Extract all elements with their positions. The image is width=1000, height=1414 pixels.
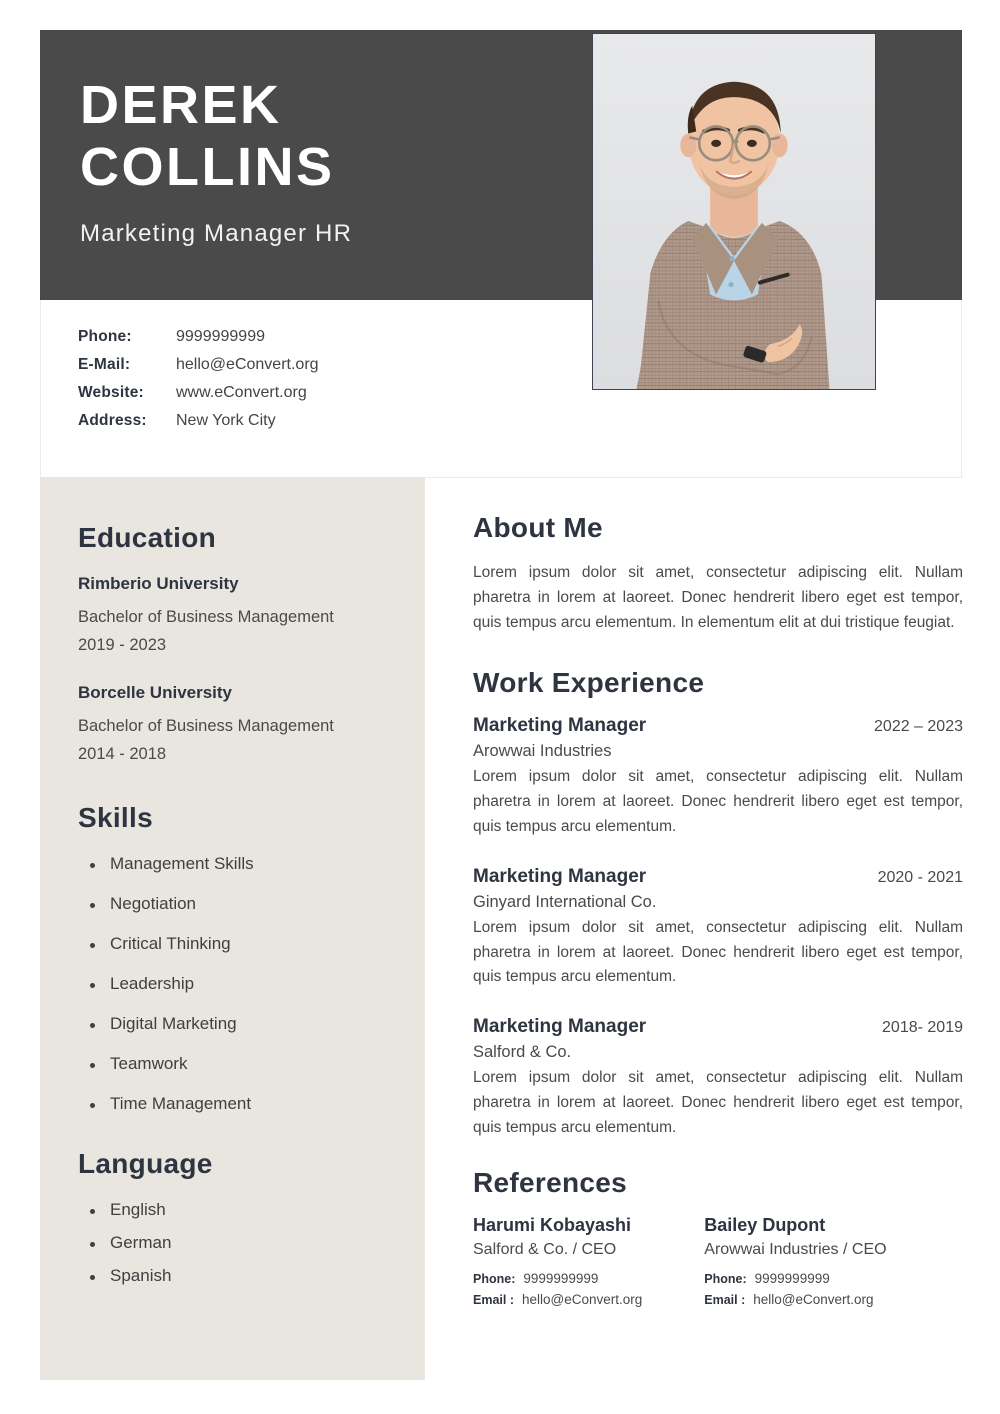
contact-row-address [78, 412, 319, 430]
list-item: Leadership [78, 974, 397, 994]
reference-phone-label: Phone: [473, 1271, 516, 1286]
list-item: Time Management [78, 1094, 397, 1114]
about-section [473, 512, 963, 635]
skills-heading: Skills [78, 802, 153, 834]
job-description: Lorem ipsum dolor sit amet, consectetur adipiscing elit. Nullam pharetra in lorem at laoreet. Donec hendrerit libero eget est tempor, quis tempus arcu elementum. [473, 1069, 963, 1136]
education-degree: Bachelor of Business Management [78, 608, 334, 626]
job-entry [473, 866, 963, 990]
last-name: COLLINS [80, 137, 335, 198]
contact-value-phone: 9999999999 [176, 328, 265, 345]
skills-section [78, 802, 397, 1114]
reference-email-value: hello@eConvert.org [522, 1291, 643, 1307]
contact-row-phone [78, 328, 319, 346]
job-role: Marketing Manager [473, 865, 647, 887]
job-company: Salford & Co. [473, 1043, 572, 1062]
list-item: Spanish [78, 1266, 397, 1286]
reference-phone-label: Phone: [704, 1271, 747, 1286]
contact-label-address: Address: [78, 412, 147, 429]
job-title: Marketing Manager HR [80, 220, 353, 248]
first-name: DEREK [80, 75, 282, 135]
education-section [78, 522, 397, 768]
reference-card [704, 1215, 886, 1313]
education-item [78, 574, 397, 659]
contact-row-website [78, 384, 319, 402]
job-entry [473, 1016, 963, 1140]
contact-value-email: hello@eConvert.org [176, 356, 319, 373]
job-dates: 2022 – 2023 [874, 718, 963, 736]
reference-phone-row [704, 1271, 886, 1286]
education-item [78, 683, 397, 768]
list-item: Critical Thinking [78, 934, 397, 954]
reference-phone-value: 9999999999 [754, 1270, 830, 1286]
job-company: Ginyard International Co. [473, 892, 657, 911]
job-entry [473, 715, 963, 839]
list-item: Digital Marketing [78, 1014, 397, 1034]
profile-photo [592, 33, 876, 390]
contact-row-email [78, 356, 319, 374]
job-header [473, 866, 963, 888]
reference-email-row [704, 1292, 886, 1307]
education-degree: Bachelor of Business Management [78, 717, 334, 736]
job-role: Marketing Manager [473, 715, 647, 737]
reference-email-row [473, 1292, 642, 1307]
job-dates: 2018- 2019 [882, 1019, 963, 1037]
about-text: Lorem ipsum dolor sit amet, consectetur adipiscing elit. Nullam pharetra in lorem at laoreet. Donec hendrerit libero eget est tempor, quis tempus arcu elementum. In elementum elit at dui tristique feugiat. [473, 564, 963, 632]
job-description: Lorem ipsum dolor sit amet, consectetur adipiscing elit. Nullam pharetra in lorem at laoreet. Donec hendrerit libero eget est tempor, quis tempus arcu elementum. [473, 768, 963, 835]
job-header [473, 1016, 963, 1038]
references-heading: References [473, 1166, 627, 1198]
reference-company: Salford & Co. / CEO [473, 1240, 617, 1258]
reference-email-label: Email : [473, 1292, 514, 1307]
reference-name: Harumi Kobayashi [473, 1214, 632, 1235]
education-school: Rimberio University [78, 574, 239, 593]
language-section [78, 1148, 397, 1286]
contact-label-phone: Phone: [78, 328, 132, 345]
work-experience-heading: Work Experience [473, 667, 705, 699]
job-header [473, 715, 963, 737]
reference-company: Arowwai Industries / CEO [704, 1240, 887, 1258]
contact-label-website: Website: [78, 384, 144, 401]
header-name-block [80, 74, 560, 248]
education-years: 2019 - 2023 [78, 636, 167, 655]
about-heading: About Me [473, 512, 603, 543]
language-list [78, 1200, 397, 1286]
reference-email-value: hello@eConvert.org [753, 1291, 874, 1307]
skills-list [78, 854, 397, 1114]
list-item: Management Skills [78, 854, 397, 874]
education-school: Borcelle University [78, 683, 233, 703]
sidebar [40, 477, 425, 1380]
job-dates: 2020 - 2021 [877, 868, 963, 886]
list-item: German [78, 1233, 397, 1253]
list-item: Negotiation [78, 894, 397, 914]
reference-email-label: Email : [704, 1292, 746, 1307]
portrait-illustration [593, 34, 875, 389]
references-section [473, 1167, 963, 1313]
job-role: Marketing Manager [473, 1016, 647, 1038]
contact-details [78, 328, 319, 440]
job-company: Arowwai Industries [473, 742, 612, 761]
reference-phone-value: 9999999999 [523, 1270, 599, 1286]
reference-name: Bailey Dupont [704, 1214, 826, 1235]
list-item: Teamwork [78, 1054, 397, 1074]
references-list [473, 1215, 963, 1313]
work-experience-section [473, 667, 963, 1140]
job-description: Lorem ipsum dolor sit amet, consectetur adipiscing elit. Nullam pharetra in lorem at laoreet. Donec hendrerit libero eget est tempor, quis tempus arcu elementum. [473, 918, 963, 986]
contact-value-address: New York City [176, 412, 276, 429]
education-years: 2014 - 2018 [78, 745, 167, 764]
reference-card [473, 1215, 642, 1313]
contact-label-email: E-Mail: [78, 356, 131, 373]
main-column [473, 512, 963, 1313]
language-heading: Language [78, 1148, 213, 1180]
reference-phone-row [473, 1271, 642, 1286]
contact-value-website: www.eConvert.org [176, 384, 307, 401]
list-item: English [78, 1200, 397, 1220]
education-heading: Education [78, 522, 217, 553]
